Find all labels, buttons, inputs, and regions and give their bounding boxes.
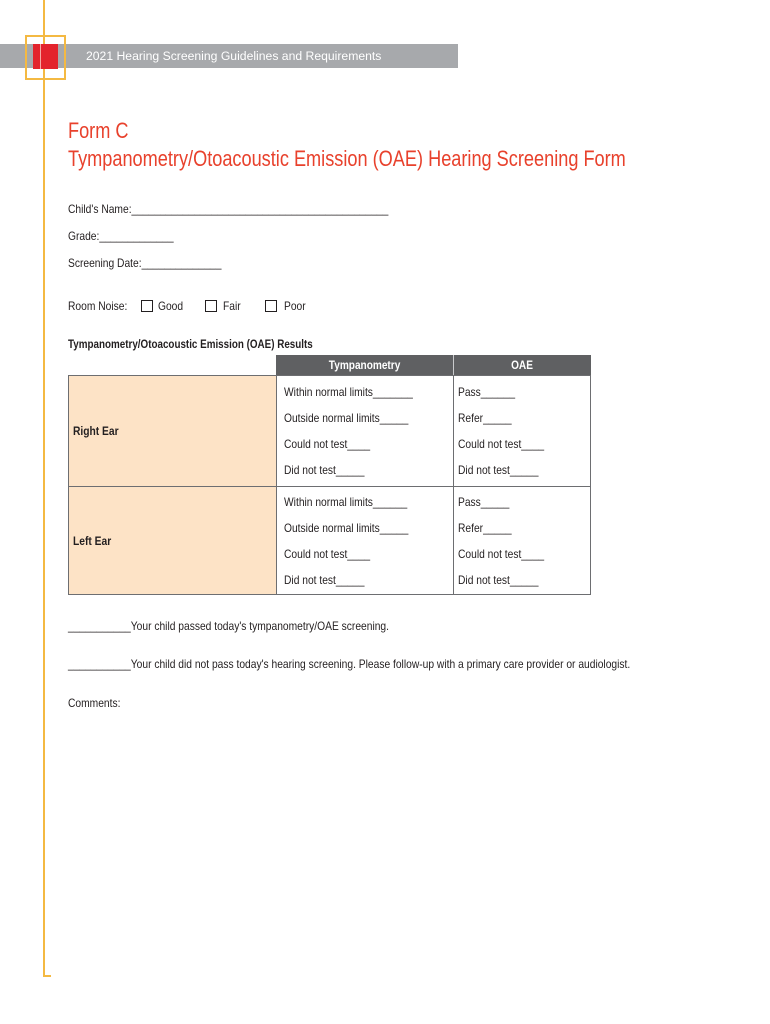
table-row-divider — [68, 486, 591, 487]
screening-date-field: Screening Date:______________ — [68, 256, 222, 270]
table-header-tympanometry — [276, 355, 453, 375]
right-tymp-within-normal: Within normal limits_______ — [284, 385, 413, 399]
right-tymp-could-not-test: Could not test____ — [284, 437, 371, 451]
results-heading: Tympanometry/Otoacoustic Emission (OAE) Results — [68, 337, 313, 351]
table-header-oae — [453, 355, 591, 375]
table-column-divider — [453, 375, 454, 595]
grade-field: Grade:_____________ — [68, 229, 174, 243]
room-noise-poor-checkbox[interactable] — [265, 300, 277, 312]
left-tymp-within-normal: Within normal limits______ — [284, 495, 408, 509]
form-title: Tympanometry/Otoacoustic Emission (OAE) Hearing Screening Form — [68, 146, 626, 171]
room-noise-good-checkbox[interactable] — [141, 300, 153, 312]
left-oae-pass: Pass_____ — [458, 495, 510, 509]
left-tymp-did-not-test: Did not test_____ — [284, 573, 365, 587]
outcome-passed-line: ___________Your child passed today's tympanometry/OAE screening. — [68, 619, 389, 633]
comments-label: Comments: — [68, 696, 121, 710]
form-label: Form C — [68, 118, 129, 143]
room-noise-good-label: Good — [158, 299, 184, 313]
results-table — [68, 355, 591, 595]
room-noise-fair-label: Fair — [223, 299, 241, 313]
margin-rule-foot — [43, 975, 51, 977]
table-column-divider — [276, 375, 277, 595]
left-tymp-outside-normal: Outside normal limits_____ — [284, 521, 409, 535]
right-tymp-outside-normal: Outside normal limits_____ — [284, 411, 409, 425]
right-oae-could-not-test: Could not test____ — [458, 437, 545, 451]
left-ear-label: Left Ear — [73, 534, 112, 548]
right-oae-pass: Pass______ — [458, 385, 516, 399]
left-oae-did-not-test: Did not test_____ — [458, 573, 539, 587]
margin-rule — [43, 0, 45, 977]
logo-stripe — [40, 44, 41, 69]
right-tymp-did-not-test: Did not test_____ — [284, 463, 365, 477]
left-oae-refer: Refer_____ — [458, 521, 512, 535]
table-header-divider — [453, 355, 454, 375]
room-noise-label: Room Noise: — [68, 299, 128, 313]
logo-mark — [33, 44, 58, 69]
table-frame — [68, 375, 591, 595]
right-ear-label: Right Ear — [73, 424, 119, 438]
left-oae-could-not-test: Could not test____ — [458, 547, 545, 561]
left-tymp-could-not-test: Could not test____ — [284, 547, 371, 561]
right-oae-refer: Refer_____ — [458, 411, 512, 425]
room-noise-poor-label: Poor — [284, 299, 306, 313]
table-header-oae-label: OAE — [511, 358, 533, 372]
room-noise-fair-checkbox[interactable] — [205, 300, 217, 312]
table-header-tympanometry-label: Tympanometry — [328, 358, 401, 372]
running-header-title: 2021 Hearing Screening Guidelines and Requirements — [86, 49, 382, 63]
outcome-not-passed-line: ___________Your child did not pass today's hearing screening. Please follow-up with a primary care provider or audiologist. — [68, 657, 631, 671]
right-oae-did-not-test: Did not test_____ — [458, 463, 539, 477]
child-name-field: Child's Name:_____________________________________________ — [68, 202, 389, 216]
